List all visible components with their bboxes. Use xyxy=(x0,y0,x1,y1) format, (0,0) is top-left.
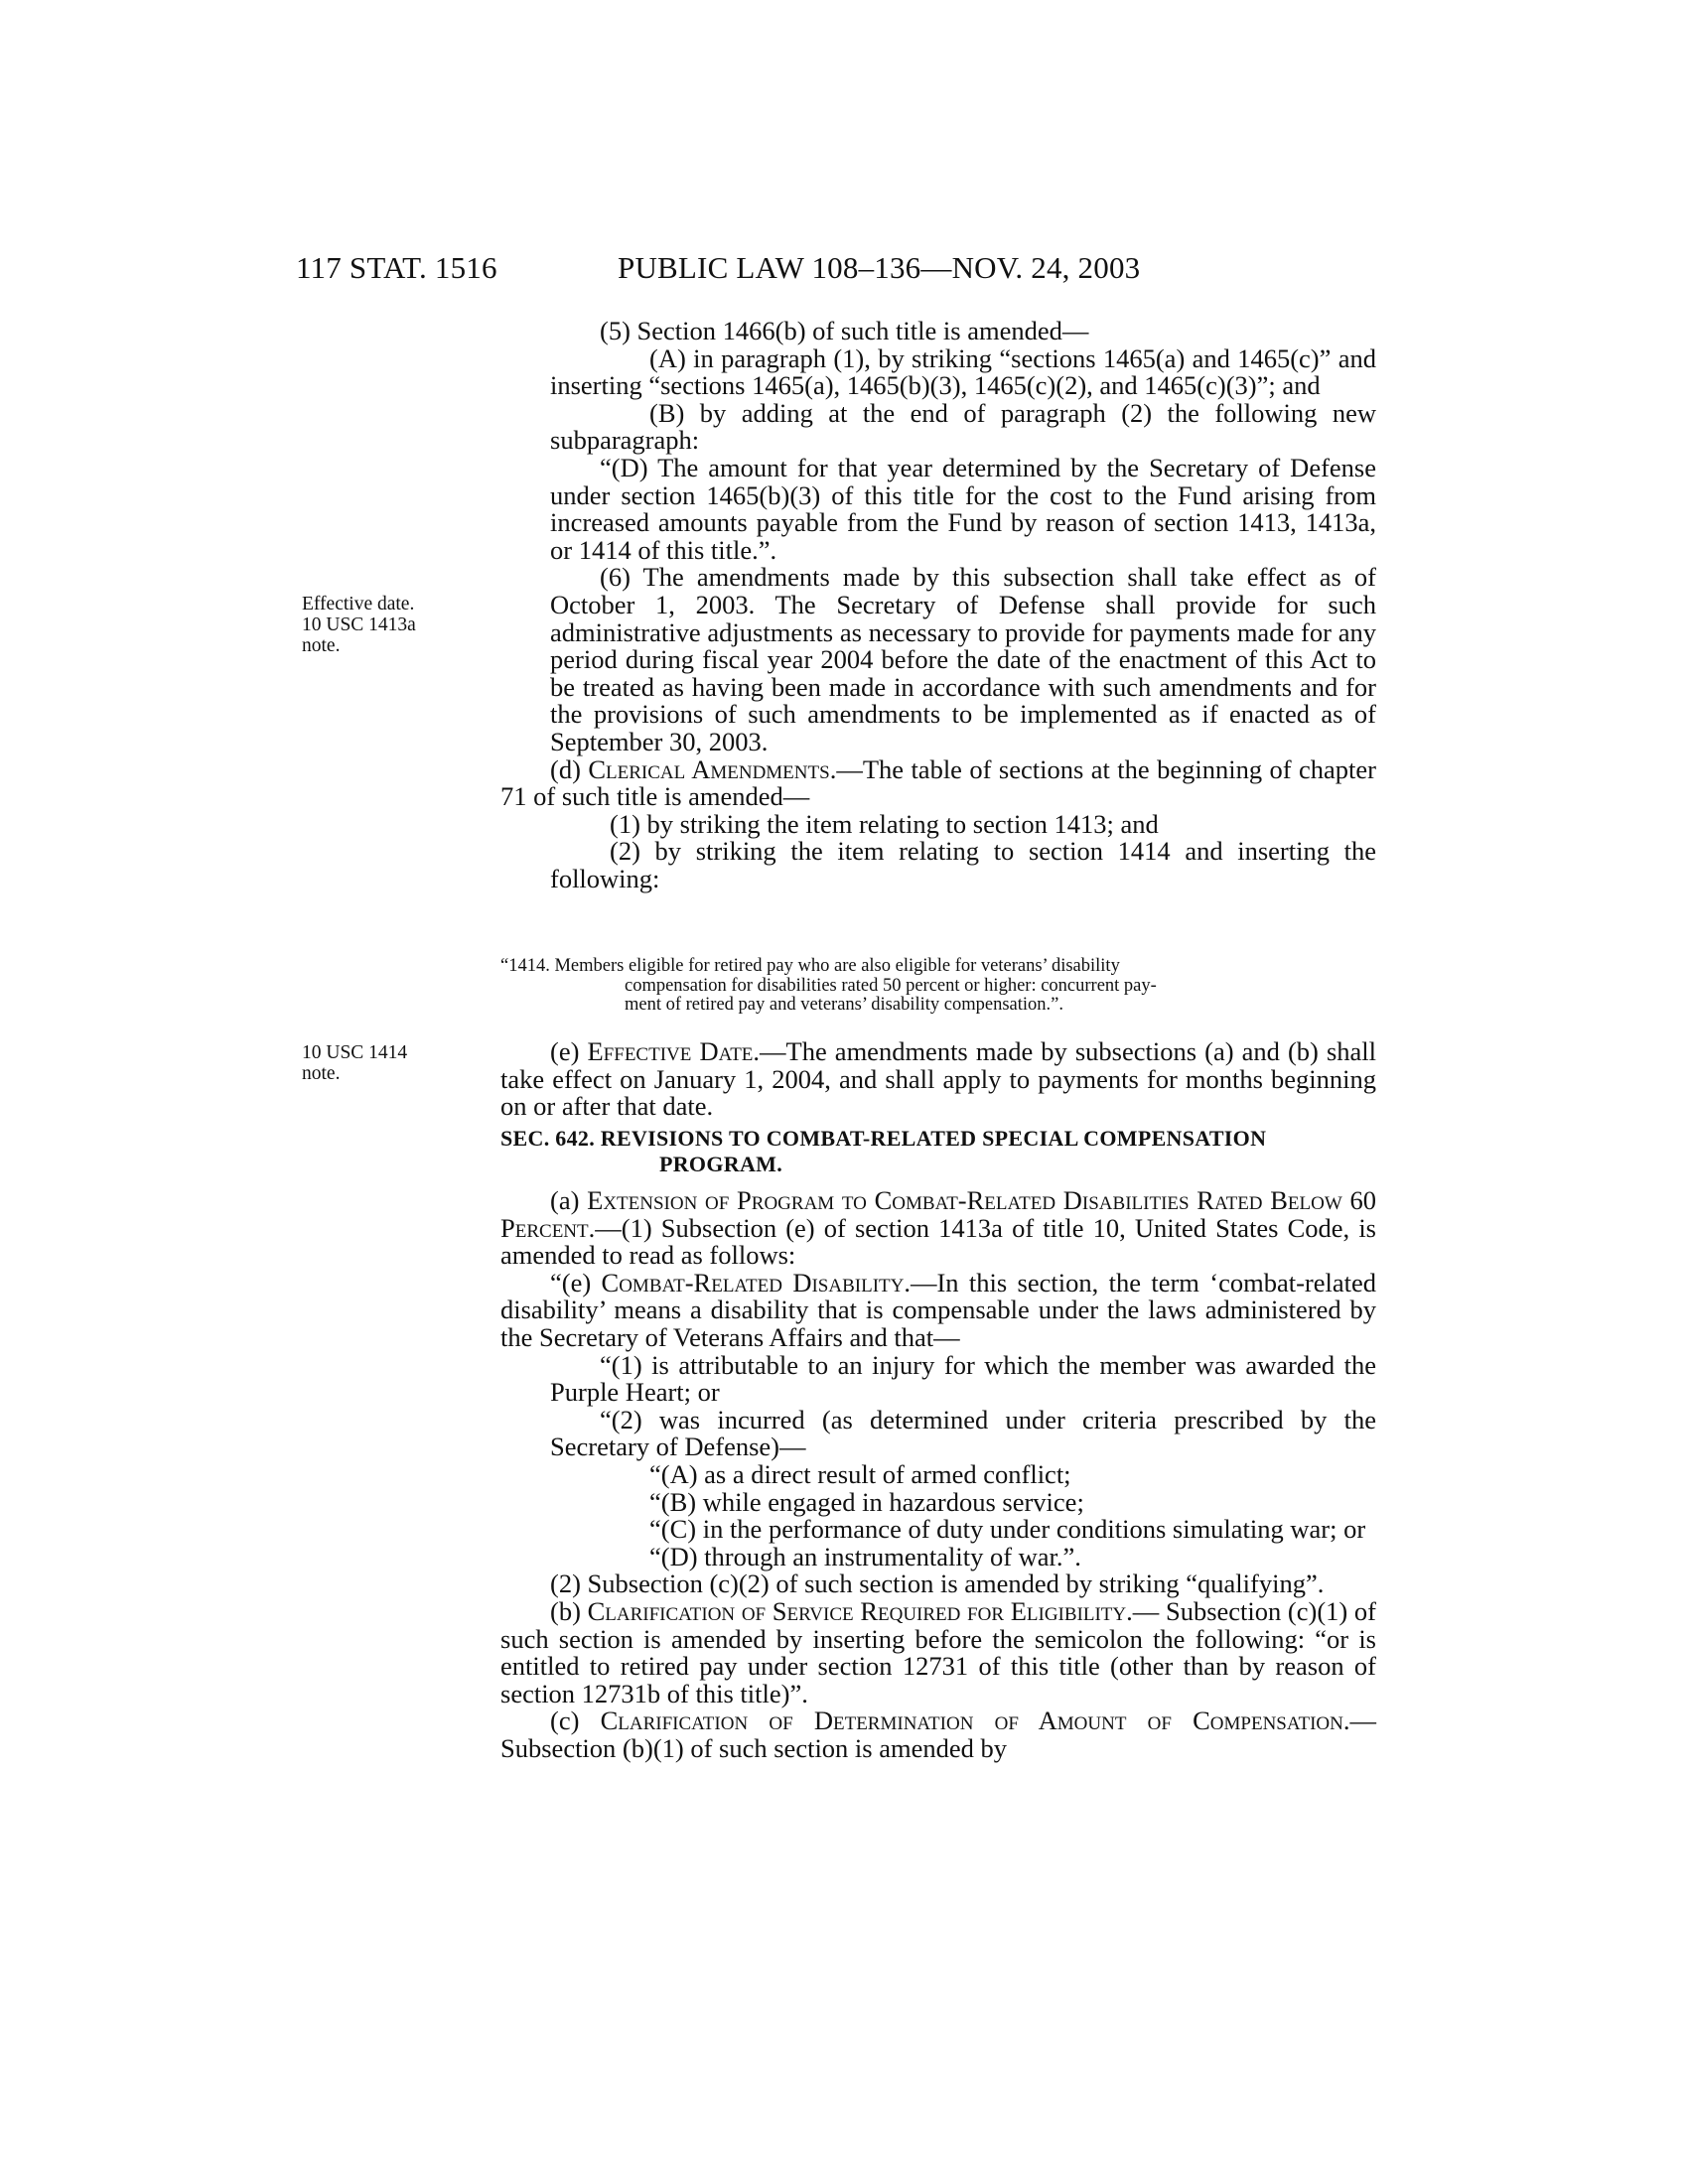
section-heading-line: SEC. 642. REVISIONS TO COMBAT-RELATED SPECIAL COMPENSATION xyxy=(500,1126,1267,1151)
paragraph-b-heading: Clarification of Service Required for Eligibility xyxy=(587,1595,1127,1626)
quoted-paragraph-1: “(1) is attributable to an injury for which the member was awarded the Purple Heart; or xyxy=(550,1349,1376,1408)
law-title-header: PUBLIC LAW 108–136—NOV. 24, 2003 xyxy=(618,250,1141,285)
toc-line: ment of retired pay and veterans’ disability compensation.”. xyxy=(625,995,1063,1015)
margin-note-line: note. xyxy=(302,1063,341,1084)
paragraph-5: (5) Section 1466(b) of such title is amended— xyxy=(600,316,1089,345)
paragraph-c-text: .—Subsection (b)(1) of such section is amended by xyxy=(500,1706,1376,1763)
paragraph-5B: (B) by adding at the end of paragraph (2) the following new subparagraph: xyxy=(550,397,1376,456)
quoted-subsection-e-lead: “(e) xyxy=(550,1267,602,1297)
paragraph-5D: “(D) The amount for that year determined by the Secretary of Defense under section 1465(b)(3) of this title for the cost to the Fund arising from increased amounts payable from the Fund by reason of section 1413, 1413a, or 1414 of this title.”. xyxy=(550,452,1376,565)
body-block-2 xyxy=(500,1038,1376,1121)
quoted-paragraph-2: “(2) was incurred (as determined under criteria prescribed by the Secretary of Defense)— xyxy=(550,1404,1376,1462)
paragraph-c-heading: Clarification of Determination of Amount of Compensation xyxy=(600,1706,1343,1736)
margin-note-effective-date xyxy=(302,594,461,656)
paragraph-b-text: .— Subsection (c)(1) of such section is amended by inserting before the semicolon the following: “or is entitled to retired pay under section 12731 of this title (other than by reason of section 12731b of this title)”. xyxy=(500,1595,1377,1708)
stat-reference: 117 STAT. 1516 xyxy=(296,250,497,285)
section-heading-line: PROGRAM. xyxy=(659,1152,782,1176)
paragraph-a2: (2) Subsection (c)(2) of such section is amended by striking “qualifying”. xyxy=(550,1569,1325,1599)
paragraph-a-lead: (a) xyxy=(550,1185,588,1215)
body-block-3 xyxy=(500,1187,1376,1762)
paragraph-c-lead: (c) xyxy=(550,1706,601,1736)
paragraph-e xyxy=(500,1038,1376,1121)
quoted-subsection-e xyxy=(500,1267,1376,1352)
paragraph-d-heading: Clerical Amendments xyxy=(588,753,830,784)
quoted-subsection-e-heading: Combat-Related Disability xyxy=(601,1267,905,1297)
margin-note-line: 10 USC 1414 xyxy=(302,1042,408,1063)
paragraph-a-heading: Extension of Program to Combat-Related Disabilities Rated Below 60 Percent xyxy=(500,1185,1376,1243)
paragraph-b xyxy=(500,1595,1377,1708)
paragraph-d1: (1) by striking the item relating to section 1413; and xyxy=(610,808,1159,839)
quoted-subparagraph-C: “(C) in the performance of duty under conditions simulating war; or xyxy=(649,1514,1366,1545)
paragraph-a-text: .—(1) Subsection (e) of section 1413a of title 10, United States Code, is amended to read as follows: xyxy=(500,1212,1376,1271)
toc-line: compensation for disabilities rated 50 percent or higher: concurrent pay- xyxy=(625,975,1157,996)
quoted-subparagraph-D: “(D) through an instrumentality of war.”. xyxy=(649,1541,1081,1571)
table-of-sections-item xyxy=(500,957,1376,1016)
paragraph-d xyxy=(500,753,1376,812)
paragraph-5A: (A) in paragraph (1), by striking “sections 1465(a) and 1465(c)” and inserting “sections 1465(a), 1465(b)(3), 1465(c)(2), and 1465(c)(3)”; and xyxy=(550,342,1376,401)
paragraph-c xyxy=(500,1707,1376,1762)
paragraph-e-lead: (e) xyxy=(550,1036,588,1066)
paragraph-6: (6) The amendments made by this subsection shall take effect as of October 1, 2003. The Secretary of Defense shall provide for such administrative adjustments as necessary to provide for payments made for any period during fiscal year 2004 before the date of the enactment of this Act to be treated as having been made in accordance with such amendments and for the provisions of such amendments to be implemented as if enacted as of September 30, 2003. xyxy=(550,562,1376,756)
toc-line: “1414. Members eligible for retired pay who are also eligible for veterans’ disability xyxy=(500,956,1120,976)
paragraph-e-heading: Effective Date xyxy=(587,1036,754,1066)
margin-note-usc-1414 xyxy=(302,1042,461,1084)
quoted-subsection-e-text: .—In this section, the term ‘combat-related disability’ means a disability that is compensable under the laws administered by the Secretary of Veterans Affairs and that— xyxy=(500,1267,1376,1352)
paragraph-d2: (2) by striking the item relating to section 1414 and inserting the following: xyxy=(550,836,1376,893)
paragraph-b-lead: (b) xyxy=(550,1595,588,1626)
section-heading xyxy=(500,1126,1376,1177)
margin-note-line: 10 USC 1413a xyxy=(302,614,416,635)
paragraph-d-text: .—The table of sections at the beginning of chapter 71 of such title is amended— xyxy=(500,753,1376,812)
quoted-subparagraph-A: “(A) as a direct result of armed conflict; xyxy=(649,1458,1071,1489)
quoted-subparagraph-B: “(B) while engaged in hazardous service; xyxy=(649,1486,1084,1517)
margin-note-line: Effective date. xyxy=(302,594,415,614)
margin-note-line: note. xyxy=(302,635,341,656)
body-block-1 xyxy=(500,318,1376,892)
paragraph-e-text: .—The amendments made by subsections (a) and (b) shall take effect on January 1, 2004, and shall apply to payments for months beginning on or after that date. xyxy=(500,1036,1376,1122)
paragraph-d-lead: (d) xyxy=(550,753,589,784)
paragraph-a xyxy=(500,1187,1376,1270)
